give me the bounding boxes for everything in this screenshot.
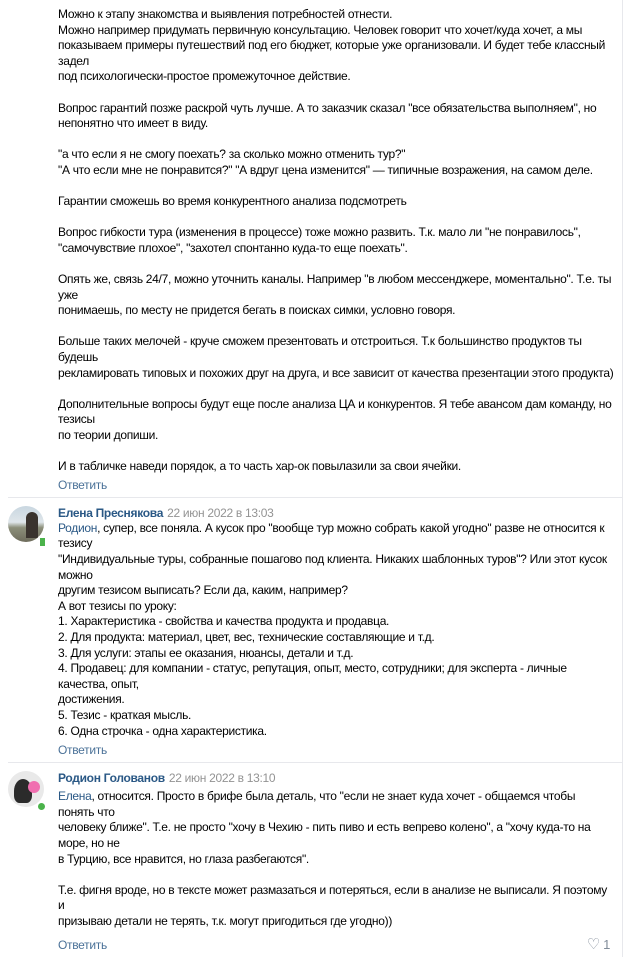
- text-line: 3. Для услуги: этапы ее оказания, нюансы, детали и т.д.: [58, 645, 354, 660]
- text-line: по теории допиши.: [58, 428, 159, 443]
- text-line: [58, 179, 614, 195]
- comment-first-line: [58, 789, 614, 820]
- text-line: [58, 210, 614, 226]
- comment-date[interactable]: 22 июн 2022 в 13:03: [167, 505, 274, 520]
- text-line: Больше таких мелочей - круче сможем презентовать и отстроиться. Т.к большинство продуктов ты будешь: [58, 334, 582, 365]
- comment-date[interactable]: 22 июн 2022 в 13:10: [168, 771, 276, 786]
- text-line: Дополнительные вопросы будут еще после анализа ЦА и конкурентов. Я тебе авансом дам команду, но тезисы: [58, 396, 612, 427]
- text-line: [58, 132, 614, 148]
- text-line: [58, 867, 614, 883]
- comment-first-line: [58, 521, 614, 552]
- text-line: человеку ближе". Т.е. не просто "хочу в Чехию - пить пиво и есть вепрево колено", а "хочу куда-то на море, но не: [58, 820, 591, 850]
- text-line: 2. Для продукта: материал, цвет, вес, технические составляющие и т.д.: [58, 629, 435, 644]
- text-line: [58, 444, 614, 460]
- comment-header: [58, 770, 614, 786]
- comment-text: [58, 552, 614, 739]
- like-button[interactable]: [587, 935, 610, 953]
- text-line: 6. Одна строчка - одна характеристика.: [58, 723, 267, 738]
- comment-text: [58, 7, 614, 493]
- online-mobile-icon: [38, 536, 47, 548]
- text-line: 1. Характеристика - свойства и качества продукта и продавца.: [58, 614, 390, 629]
- comment-2: [0, 498, 622, 762]
- comment-body: [58, 770, 614, 953]
- mention-link[interactable]: Родион: [58, 520, 98, 535]
- text-line: непонятно что имеет в виду.: [58, 116, 208, 131]
- text-line: [58, 381, 614, 397]
- mention-link[interactable]: Елена: [58, 789, 92, 804]
- author-name[interactable]: Родион Голованов: [58, 771, 165, 786]
- online-icon: [36, 801, 47, 812]
- author-name[interactable]: Елена Преснякова: [58, 505, 164, 520]
- text-line: 4. Продавец: для компании - статус, репутация, опыт, место, сотрудники; для эксперта - личные качества, опыт,: [58, 661, 567, 691]
- text-line: Вопрос гарантий позже раскрой чуть лучше. А то заказчик сказал "все обязательства выполняем", но: [58, 100, 597, 115]
- content-border: [622, 0, 623, 957]
- comment-3: [0, 763, 622, 957]
- text-line: "а что если я не смогу поехать? за сколько можно отменить тур?": [58, 147, 406, 162]
- text: , супер, все поняла. А кусок про "вообще тур можно собрать какой угодно" разве не относится к тезису: [58, 520, 605, 551]
- text-line: [58, 319, 614, 335]
- text-line: А вот тезисы по уроку:: [58, 598, 177, 613]
- text-line: Можно например придумать первичную консультацию. Человек говорит что хочет/куда хочет, а мы: [58, 22, 583, 37]
- text-line: И в табличке наведи порядок, а то часть хар-ок повылазили за свои ячейки.: [58, 459, 461, 474]
- text-line: "самочувствие плохое", "захотел спонтанно куда-то еще поехать".: [58, 240, 408, 255]
- comment-header: [58, 505, 614, 521]
- text-line: понимаешь, по месту не придется бегать в поисках симки, условно говоря.: [58, 303, 456, 318]
- text-line: Вопрос гибкости тура (изменения в процессе) тоже можно развить. Т.к. мало ли "не понравилось",: [58, 225, 581, 240]
- reply-button[interactable]: Ответить: [58, 477, 107, 492]
- text-line: другим тезисом выписать? Если да, каким, например?: [58, 583, 348, 598]
- text-line: призываю детали не терять, т.к. могут пригодиться где угодно)): [58, 913, 393, 928]
- text-line: достижения.: [58, 692, 125, 707]
- text-line: Гарантии сможешь во время конкурентного анализа подсмотреть: [58, 194, 407, 209]
- text: , относится. Просто в брифе была деталь, что "если не знает куда хочет - общаемся чтобы понять что: [58, 789, 576, 819]
- text-line: Опять же, связь 24/7, можно уточнить каналы. Например "в любом мессенджере, моментально". Т.е. ты уже: [58, 272, 612, 302]
- text-line: Можно к этапу знакомства и выявления потребностей отнести.: [58, 7, 393, 21]
- reply-button[interactable]: Ответить: [58, 938, 107, 953]
- heart-icon: ♡: [586, 936, 601, 954]
- text-line: "А что если мне не понравится?" "А вдруг цена изменится" — типичные возражения, на самом деле.: [58, 162, 593, 177]
- reply-button[interactable]: Ответить: [58, 743, 107, 758]
- comment-body: [58, 505, 614, 758]
- text-line: Т.е. фигня вроде, но в тексте может размазаться и потеряться, если в анализе не выписали. Я поэтому и: [58, 882, 607, 913]
- text-line: [58, 85, 614, 101]
- text-line: под психологически-простое промежуточное действие.: [58, 69, 351, 84]
- comment-text: [58, 820, 614, 929]
- like-count: 1: [603, 936, 610, 952]
- text-line: рекламировать типовых и похожих друг на друга, и все зависит от качества презентации этого продукта): [58, 365, 614, 380]
- text-line: [58, 257, 614, 273]
- text-line: в Турцию, все нравится, но глаза разбегаются".: [58, 851, 309, 866]
- text-line: "Индивидуальные туры, собранные пошагово под клиента. Никаких шаблонных туров"? Или этот кусок можно: [58, 552, 607, 582]
- text-line: 5. Тезис - краткая мысль.: [58, 707, 192, 722]
- text-line: показываем примеры путешествий под его бюджет, которые уже организовали. И будет тебе классный задел: [58, 38, 606, 68]
